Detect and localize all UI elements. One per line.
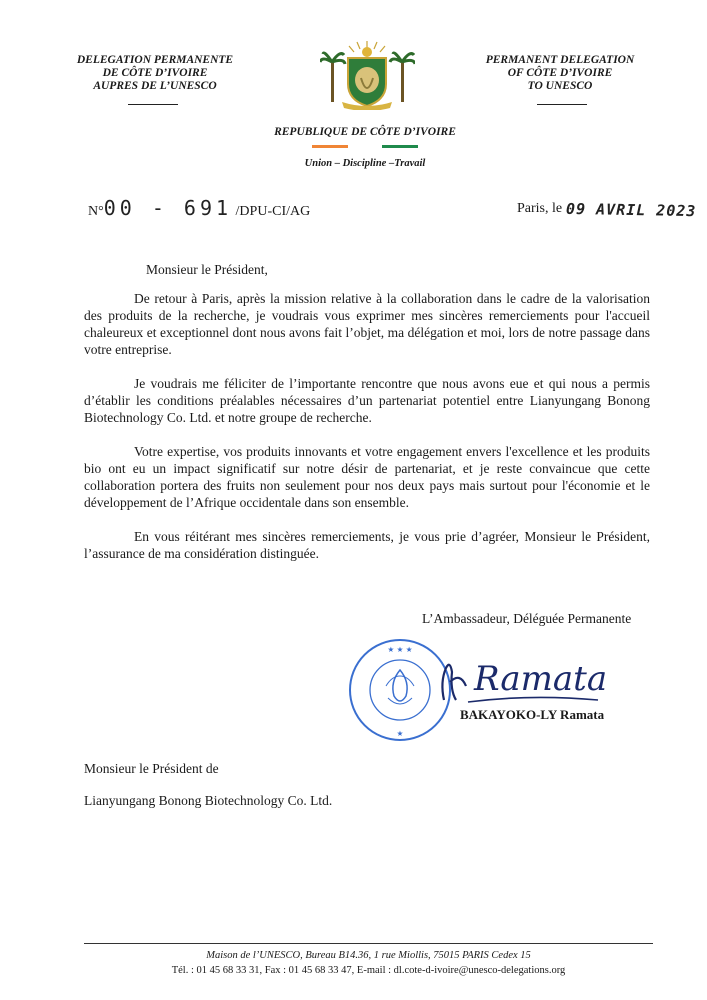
flag-stripe-orange [312,145,348,148]
signature-script: Ramata [474,659,608,699]
recipient-line-2: Lianyungang Bonong Biotechnology Co. Ltd. [84,793,333,808]
date-prefix: Paris, le [517,201,563,216]
header-left-line-2: DE CÔTE D’IVOIRE [102,67,208,79]
salutation: Monsieur le Président, [146,262,268,277]
reference-number-stamp: 00 - 691 [103,196,233,220]
letter-paragraph-1: De retour à Paris, après la mission relative à la collaboration dans le cadre de la valorisation des produits de la recherche, je voudrais vous exprimer mes sincères remerciements pour l'accueil chaleureux et exceptionnel dont nous avons fait l’objet, ma délégation et moi, lors de notre passage dans votre entreprise. [84,291,650,357]
header-right-line-1: PERMANENT DELEGATION [485,54,635,66]
reference-suffix: /DPU-CI/AG [235,204,311,219]
reference-line [88,196,310,220]
header-left-line-1: DELEGATION PERMANENTE [76,54,234,66]
recipient-line-1: Monsieur le Président de [84,761,219,776]
signatory-name: BAKAYOKO-LY Ramata [460,707,605,722]
letter-paragraph-4: En vous réitérant mes sincères remerciements, je vous prie d’agréer, Monsieur le Président, l’assurance de ma considération distinguée. [84,529,650,561]
date-stamp: 09 AVRIL 2023 [565,199,697,221]
footer-contact: Tél. : 01 45 68 33 31, Fax : 01 45 68 33 47, E-mail : dl.cote-d-ivoire@unesco-delegations.org [171,965,566,976]
header-right-line-2: OF CÔTE D’IVOIRE [507,67,613,79]
svg-text:★ ★ ★: ★ ★ ★ [387,645,413,654]
flag-stripe-green [382,145,418,148]
header-left-line-3: AUPRES DE L’UNESCO [93,80,217,92]
header-left-block [70,54,240,93]
reference-prefix: N° [88,204,104,219]
signatory-title: L’Ambassadeur, Déléguée Permanente [422,611,632,626]
coat-of-arms-emblem [320,40,415,110]
palm-tree-left-icon [320,53,345,102]
header-left-rule [128,104,178,105]
republic-title: REPUBLIQUE DE CÔTE D’IVOIRE [274,126,456,138]
letter-body [84,290,650,562]
header-right-block [475,54,645,93]
header-right-line-3: TO UNESCO [527,80,593,92]
palm-tree-right-icon [390,53,415,102]
national-motto: Union – Discipline –Travail [304,158,426,169]
date-line [517,198,697,221]
elephant-head-icon [355,67,379,93]
header-right-rule [537,104,587,105]
svg-text:★: ★ [396,729,404,738]
letter-paragraph-2: Je voudrais me féliciter de l’importante rencontre que nous avons eue et qui nous a permis d’établir les conditions préalables nécessaires d’un partenariat potentiel entre Lianyungang Bonong Biotechnology Co. Ltd. et notre groupe de recherche. [84,376,650,425]
handwritten-signature [430,642,610,712]
footer-address: Maison de l’UNESCO, Bureau B14.36, 1 rue Miollis, 75015 PARIS Cedex 15 [206,950,531,961]
letter-paragraph-3: Votre expertise, vos produits innovants et votre engagement envers l'excellence et les produits bio ont eu un impact significatif sur notre désir de partenariat, et je reste convaincue que cette collaboration portera des fruits non seulement pour nos deux pays mais surtout pour l'économie et le développement de l’Afrique occidentale dans son ensemble. [84,444,650,510]
footer-rule [84,943,653,944]
